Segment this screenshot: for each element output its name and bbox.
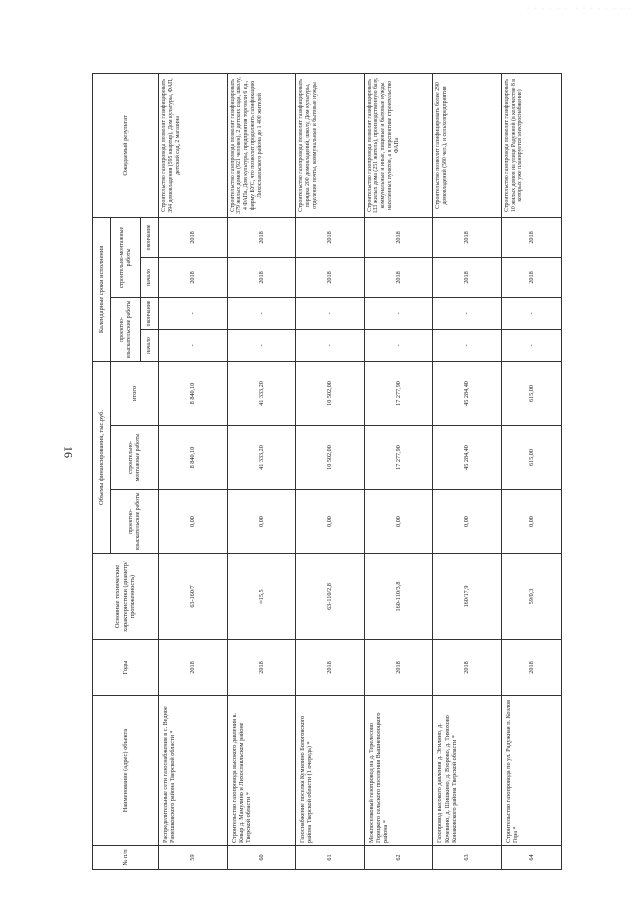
row-design-cost: 0,00 [433, 490, 502, 554]
table-row [159, 73, 228, 869]
row-design-cost: 0,00 [159, 490, 228, 554]
row-year: 2018 [364, 640, 433, 696]
table-row [227, 73, 296, 869]
row-total-cost: 10 502,00 [296, 361, 365, 425]
header-schedule-group: Календарные сроки исполнения [93, 217, 111, 361]
header-finance-group: Объемы финансирования, тыс.руб. [93, 361, 111, 553]
row-number: 59 [159, 846, 228, 870]
header-construction-end: окончание [141, 217, 159, 257]
row-object-name: Распределительные сети газоснабжения в с. Ведное Рамешковского района Тверской области * [159, 696, 228, 846]
row-design-start: - [501, 329, 561, 361]
row-design-start: - [364, 329, 433, 361]
row-construction-start: 2018 [433, 257, 502, 297]
row-design-end: - [159, 297, 228, 329]
row-design-cost: 0,00 [501, 490, 561, 554]
row-expected-result: Строительство газопровода позволит газифицировать 379 жилых домов (921 человек), 2 детских сада, школу, 4 ФАПа, Дом культуры, предприятия торговли 6 ед., фирму БУС, что позволит продолжить газификацию Лихославльского района до 1 400 жителей [227, 73, 296, 217]
row-year: 2018 [159, 640, 228, 696]
row-construction-start: 2018 [159, 257, 228, 297]
row-expected-result: Строительство газопровода позволит газифицировать 10 жилых домов на улице Радужной (в количестве 8 в которых уже планируется электроснабжение) [501, 73, 561, 217]
row-design-end: - [227, 297, 296, 329]
row-year: 2018 [501, 640, 561, 696]
row-design-end: - [296, 297, 365, 329]
header-design-work: проектно-изыскательские работы [111, 490, 159, 554]
row-construction-cost: 615,00 [501, 426, 561, 490]
row-design-cost: 0,00 [227, 490, 296, 554]
row-construction-end: 2018 [227, 217, 296, 257]
header-design-start: начало [141, 329, 159, 361]
row-object-name: Межпоселковый газопровод на д. Терелесово Горицкого сельского поселения Вышневолоцкого района * [364, 696, 433, 846]
row-expected-result: Строительство позволит газифицировать более 290 домовладений (580 чел.), и сельхозпредприятия [433, 73, 502, 217]
row-total-cost: 615,00 [501, 361, 561, 425]
table-row [501, 73, 561, 869]
table-row [296, 73, 365, 869]
header-result: Ожидаемый результат [93, 73, 159, 217]
row-construction-cost: 10 502,00 [296, 426, 365, 490]
row-tech-characteristics: 59/0,3 [501, 554, 561, 640]
row-design-end: - [364, 297, 433, 329]
row-number: 62 [364, 846, 433, 870]
row-construction-end: 2018 [433, 217, 502, 257]
row-year: 2018 [227, 640, 296, 696]
table-row [433, 73, 502, 869]
row-number: 60 [227, 846, 296, 870]
row-design-start: - [296, 329, 365, 361]
row-construction-start: 2018 [227, 257, 296, 297]
row-number: 64 [501, 846, 561, 870]
row-tech-characteristics: 63-160/7 [159, 554, 228, 640]
row-tech-characteristics: ≈15,5 [227, 554, 296, 640]
header-num: № п/п [93, 846, 159, 870]
rotated-table-container [92, 74, 562, 870]
row-design-cost: 0,00 [296, 490, 365, 554]
investment-program-table [92, 73, 562, 870]
row-design-start: - [227, 329, 296, 361]
row-expected-result: Строительство газопровода позволит газифицировать 394 домовладения (595 квартир), Дом культуры, ФАП, детский сад, 2 магазина [159, 73, 228, 217]
row-construction-cost: 45 284,40 [433, 426, 502, 490]
row-construction-start: 2018 [296, 257, 365, 297]
row-year: 2018 [433, 640, 502, 696]
scan-artifact: · · · · · · · · · · · · · · [527, 6, 632, 12]
row-construction-end: 2018 [364, 217, 433, 257]
header-design-end: окончание [141, 297, 159, 329]
row-construction-cost: 41 333,20 [227, 426, 296, 490]
header-name: Наименование (адрес) объекта [93, 696, 159, 846]
row-total-cost: 17 277,90 [364, 361, 433, 425]
row-construction-start: 2018 [364, 257, 433, 297]
row-total-cost: 8 840,10 [159, 361, 228, 425]
table-row [364, 73, 433, 869]
header-construction-work: строительно-монтажные работы [111, 426, 159, 490]
row-object-name: Газопровод высокого давления д. Эгилино, д. Кочевино, д. Шишкино, д. Взорово, д. Тимохово Конаковского района Тверской области * [433, 696, 502, 846]
row-construction-end: 2018 [159, 217, 228, 257]
header-total: итого [111, 361, 159, 425]
row-construction-cost: 8 840,10 [159, 426, 228, 490]
row-number: 61 [296, 846, 365, 870]
row-construction-end: 2018 [296, 217, 365, 257]
row-design-end: - [433, 297, 502, 329]
row-object-name: Строительство газопровода высокого давления к. Кмыр д. Мамулино и Лихославльском районе Тверской области * [227, 696, 296, 846]
page-number: 16 [61, 446, 76, 458]
row-total-cost: 41 333,20 [227, 361, 296, 425]
row-expected-result: Строительство газопровода позволит газифицировать 133 жилых дома (251 житель), производственную базу, коммунальные и иные, пищевые и бытовые нужды населенных пунктов, а в перспективе строительство ФАПа [364, 73, 433, 217]
header-years: Годы [93, 640, 159, 696]
row-design-start: - [433, 329, 502, 361]
row-construction-start: 2018 [501, 257, 561, 297]
row-construction-end: 2018 [501, 217, 561, 257]
header-design-schedule: проектно-изыскательские работы [111, 297, 141, 361]
row-tech-characteristics: 63-110/2,8 [296, 554, 365, 640]
row-construction-cost: 17 277,90 [364, 426, 433, 490]
row-object-name: Строительство газопровода по ул. Радужная п. Козлов Гора * [501, 696, 561, 846]
row-tech-characteristics: 160/17,9 [433, 554, 502, 640]
header-construction-start: начало [141, 257, 159, 297]
row-year: 2018 [296, 640, 365, 696]
row-design-cost: 0,00 [364, 490, 433, 554]
header-tech: Основные технические характеристики (диаметр/ протяженность) [93, 554, 159, 640]
row-object-name: Газоснабжение поселка Кумилино Бологовского района Тверской области (1 очередь) * [296, 696, 365, 846]
row-number: 63 [433, 846, 502, 870]
header-construction-schedule: строительно-монтажные работы [111, 217, 141, 297]
row-total-cost: 45 284,40 [433, 361, 502, 425]
row-design-start: - [159, 329, 228, 361]
row-expected-result: Строительство газопровода позволит газифицировать порядка 200 домовладений, школу, Дом культуры, отделение почты, коммунальные и бытовые нужды [296, 73, 365, 217]
row-design-end: - [501, 297, 561, 329]
row-tech-characteristics: 160-110/3,8 [364, 554, 433, 640]
